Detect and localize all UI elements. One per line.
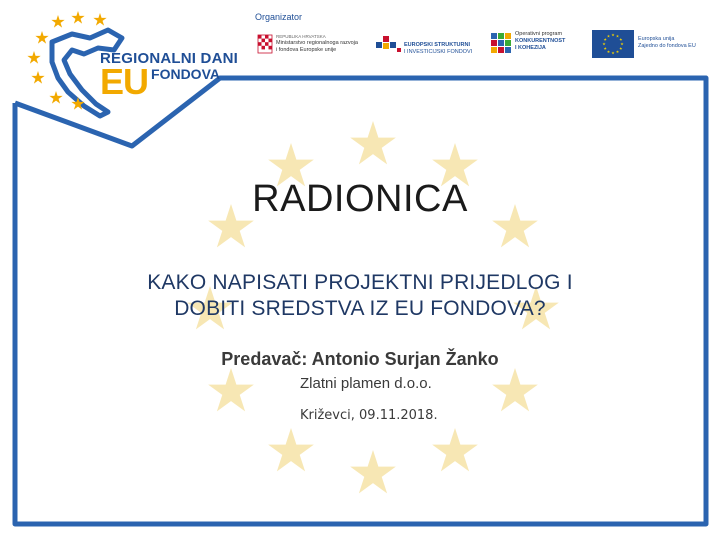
logo-stars (27, 11, 106, 110)
sponsor-ministry (258, 33, 358, 54)
logo-star-icon (31, 71, 44, 84)
logo-line-1: REGIONALNI DANI (100, 50, 238, 67)
regionalni-dani-logo (100, 50, 238, 102)
sponsor-ministry-line: i fondova Europske unije (276, 47, 337, 53)
watermark-star-icon (268, 428, 314, 471)
organizator-label: Organizator (255, 12, 303, 22)
place-date: Križevci, 09.11.2018. (300, 408, 438, 423)
sponsor-esi-line: EUROPSKI STRUKTURNI (404, 42, 471, 48)
sponsor-op-kik (491, 31, 565, 52)
logo-star-icon (27, 51, 40, 64)
logo-star-icon (51, 15, 64, 28)
subtitle-line-1: KAKO NAPISATI PROJEKTNI PRIJEDLOG I (147, 271, 573, 294)
sponsor-op-line: Operativni program (515, 31, 563, 37)
sponsor-esi-line: I INVESTICIJSKI FONDOVI (404, 49, 473, 55)
watermark-star-icon (350, 121, 396, 164)
lecturer-name: Predavač: Antonio Surjan Žanko (221, 349, 499, 369)
logo-eu: EU (100, 61, 149, 102)
watermark-star-icon (432, 428, 478, 471)
sponsor-eu-line: Zajedno do fondova EU (638, 43, 696, 49)
subtitle-line-2: DOBITI SREDSTVA IZ EU FONDOVA? (174, 297, 546, 320)
sponsor-op-line: KONKURENTNOST (515, 38, 566, 44)
company-name: Zlatni plamen d.o.o. (300, 375, 432, 392)
sponsor-eu-line: Europska unija (638, 36, 675, 42)
sponsor-ministry-line: Ministarstvo regionalnoga razvoja (276, 40, 358, 46)
sponsor-eu (592, 30, 696, 50)
watermark-star-icon (208, 368, 254, 411)
sponsor-esi-funds (376, 28, 472, 56)
slide-title: RADIONICA (252, 178, 468, 220)
sponsor-ministry-line: REPUBLIKA HRVATSKA (276, 34, 326, 39)
logo-star-icon (93, 13, 106, 26)
logo-line-2: FONDOVA (151, 66, 220, 82)
slide-subtitle (100, 270, 620, 322)
watermark-star-icon (350, 450, 396, 493)
logo-star-icon (35, 31, 48, 44)
sponsor-op-line: I KOHEZIJA (515, 45, 546, 51)
watermark-star-icon (492, 368, 538, 411)
logo-star-icon (71, 11, 84, 24)
logo-star-icon (49, 91, 62, 104)
